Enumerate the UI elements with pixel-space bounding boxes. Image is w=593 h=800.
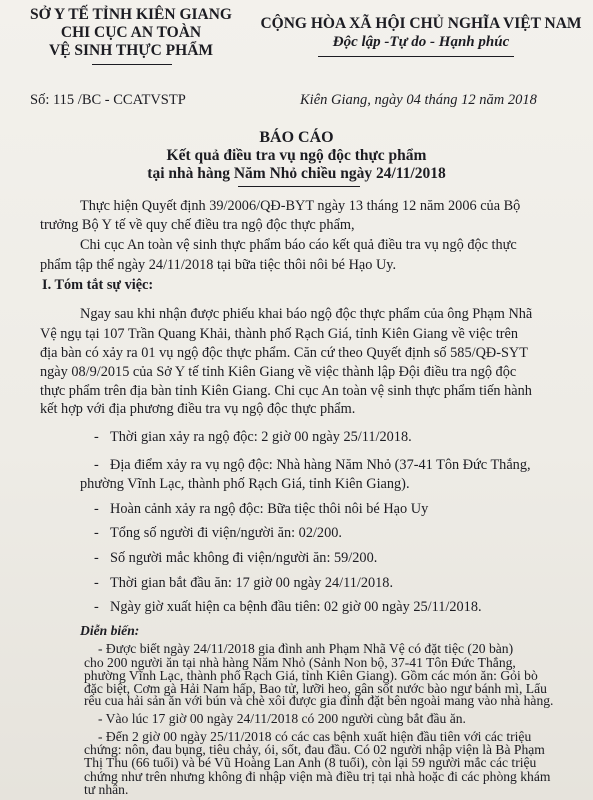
progress-p1-line5: rêu cua hải sản ăn với bún và chè xôi được gia đình đặt bên ngoài mang vào nhà hàng.	[84, 693, 554, 709]
section-1-heading: I. Tóm tắt sự việc:	[42, 277, 154, 293]
item-poisoning-time: Thời gian xảy ra ngộ độc: 2 giờ 00 ngày 25/11/2018.	[110, 429, 412, 445]
summary-paragraph-line6: kết hợp với địa phương điều tra vụ ngộ độc thực phẩm.	[40, 401, 356, 417]
intro-paragraph-2-line2: phẩm tập thể ngày 24/11/2018 tại bữa tiệc thôi nôi bé Hạo Uy.	[40, 257, 397, 273]
progress-p1-line1: - Được biết ngày 24/11/2018 gia đình anh Phạm Nhã Vệ có đặt tiệc (20 bàn)	[98, 641, 514, 657]
bullet-dash: -	[94, 429, 99, 445]
org-name-line2: VỆ SINH THỰC PHẨM	[48, 42, 214, 59]
intro-paragraph-1-line2: trưởng Bộ Y tế về quy chế điều tra ngộ độc thực phẩm,	[40, 217, 355, 233]
report-title: BÁO CÁO	[259, 129, 334, 146]
title-underline	[238, 186, 360, 187]
item-sick-not-hospitalized: Số người mắc không đi viện/người ăn: 59/200.	[110, 550, 378, 566]
summary-paragraph-line1: Ngay sau khi nhận được phiếu khai báo ngộ độc thực phẩm của ông Phạm Nhã	[80, 306, 533, 322]
progress-heading: Diễn biến:	[80, 623, 140, 638]
progress-p3-line1: - Đến 2 giờ 00 ngày 25/11/2018 có các cas bệnh xuất hiện đầu tiên với các triệu	[98, 728, 532, 744]
item-first-case: Ngày giờ xuất hiện ca bệnh đầu tiên: 02 giờ 00 ngày 25/11/2018.	[110, 599, 482, 615]
report-subtitle-line2: tại nhà hàng Năm Nhỏ chiều ngày 24/11/2018	[147, 165, 446, 182]
progress-p3-line3: Thị Thu (66 tuổi) và bé Vũ Hoàng Lan Anh (8 tuổi), còn lại 59 người mắc các triệu	[84, 755, 537, 771]
national-title: CỘNG HÒA XÃ HỘI CHỦ NGHĨA VIỆT NAM	[260, 15, 582, 32]
bullet-dash: -	[94, 457, 99, 473]
item-start-eating: Thời gian bắt đầu ăn: 17 giờ 00 ngày 24/11/2018.	[110, 575, 394, 591]
report-subtitle-line1: Kết quả điều tra vụ ngộ độc thực phẩm	[166, 147, 427, 164]
progress-p1-line4: đặc biệt, Cơm gà Hải Nam hấp, Bao tử, lưỡi heo, gân sốt nước bào ngư bánh mì, Lẩu	[84, 680, 547, 696]
progress-p1-line2: cho 200 người ăn tại nhà hàng Năm Nhỏ (Sảnh Non bộ, 37-41 Tôn Đức Thắng,	[84, 654, 516, 670]
progress-p1-line3: phường Vĩnh Lạc, thành phố Rạch Giá, tỉnh Kiên Giang). Gồm các món ăn: Gỏi bò	[84, 668, 538, 683]
progress-p2: - Vào lúc 17 giờ 00 ngày 24/11/2018 có 200 người cùng bắt đầu ăn.	[98, 710, 466, 726]
bullet-dash: -	[94, 525, 99, 541]
bullet-dash: -	[94, 599, 99, 615]
intro-paragraph-1-line1: Thực hiện Quyết định 39/2006/QĐ-BYT ngày 13 tháng 12 năm 2006 của Bộ	[80, 198, 521, 214]
item-location-line1: Địa điểm xảy ra vụ ngộ độc: Nhà hàng Năm Nhỏ (37-41 Tôn Đức Thắng,	[110, 457, 531, 473]
org-name-line1: CHI CỤC AN TOÀN	[60, 24, 202, 41]
summary-paragraph-line4: ngày 08/9/2015 của Sở Y tế tỉnh Kiên Giang về việc thành lập Đội điều tra ngộ độc	[40, 364, 517, 380]
bullet-dash: -	[94, 501, 99, 517]
bullet-dash: -	[94, 575, 99, 591]
summary-paragraph-line3: địa bàn có xảy ra 01 vụ ngộ độc thực phẩm. Căn cứ theo Quyết định số 585/QĐ-SYT	[40, 345, 528, 361]
motto-underline	[318, 56, 514, 57]
progress-p3-line5: tư nhân.	[84, 782, 129, 797]
item-location-line2: phường Vĩnh Lạc, thành phố Rạch Giá, tỉnh Kiên Giang).	[80, 476, 410, 492]
progress-p3-line4: chứng như trên nhưng không đi nhập viện mà điều trị tại nhà hoặc đi các phòng khám	[84, 768, 551, 784]
item-context: Hoàn cảnh xảy ra ngộ độc: Bữa tiệc thôi nôi bé Hạo Uy	[110, 501, 429, 517]
place-date: Kiên Giang, ngày 04 tháng 12 năm 2018	[300, 92, 537, 108]
item-hospitalized: Tổng số người đi viện/người ăn: 02/200.	[110, 525, 342, 541]
progress-p3-line2: chứng: nôn, đau bụng, tiêu chảy, ói, sốt, đau đầu. Có 02 người nhập viện là Bà Phạm	[84, 741, 545, 757]
bullet-dash: -	[94, 550, 99, 566]
national-motto: Độc lập -Tự do - Hạnh phúc	[332, 34, 510, 50]
intro-paragraph-2-line1: Chi cục An toàn vệ sinh thực phẩm báo cáo kết quả điều tra vụ ngộ độc thực	[80, 237, 517, 253]
org-parent-name: SỞ Y TẾ TỈNH KIÊN GIANG	[30, 6, 232, 23]
org-underline	[92, 64, 172, 65]
summary-paragraph-line5: thực phẩm trên địa bàn tỉnh Kiên Giang. Chi cục An toàn vệ sinh thực phẩm tiến hành	[40, 383, 532, 399]
summary-paragraph-line2: Vệ ngụ tại 107 Trần Quang Khải, thành phố Rạch Giá, tỉnh Kiên Giang về việc trên	[40, 326, 519, 342]
document-number: Số: 115 /BC - CCATVSTP	[30, 92, 186, 108]
